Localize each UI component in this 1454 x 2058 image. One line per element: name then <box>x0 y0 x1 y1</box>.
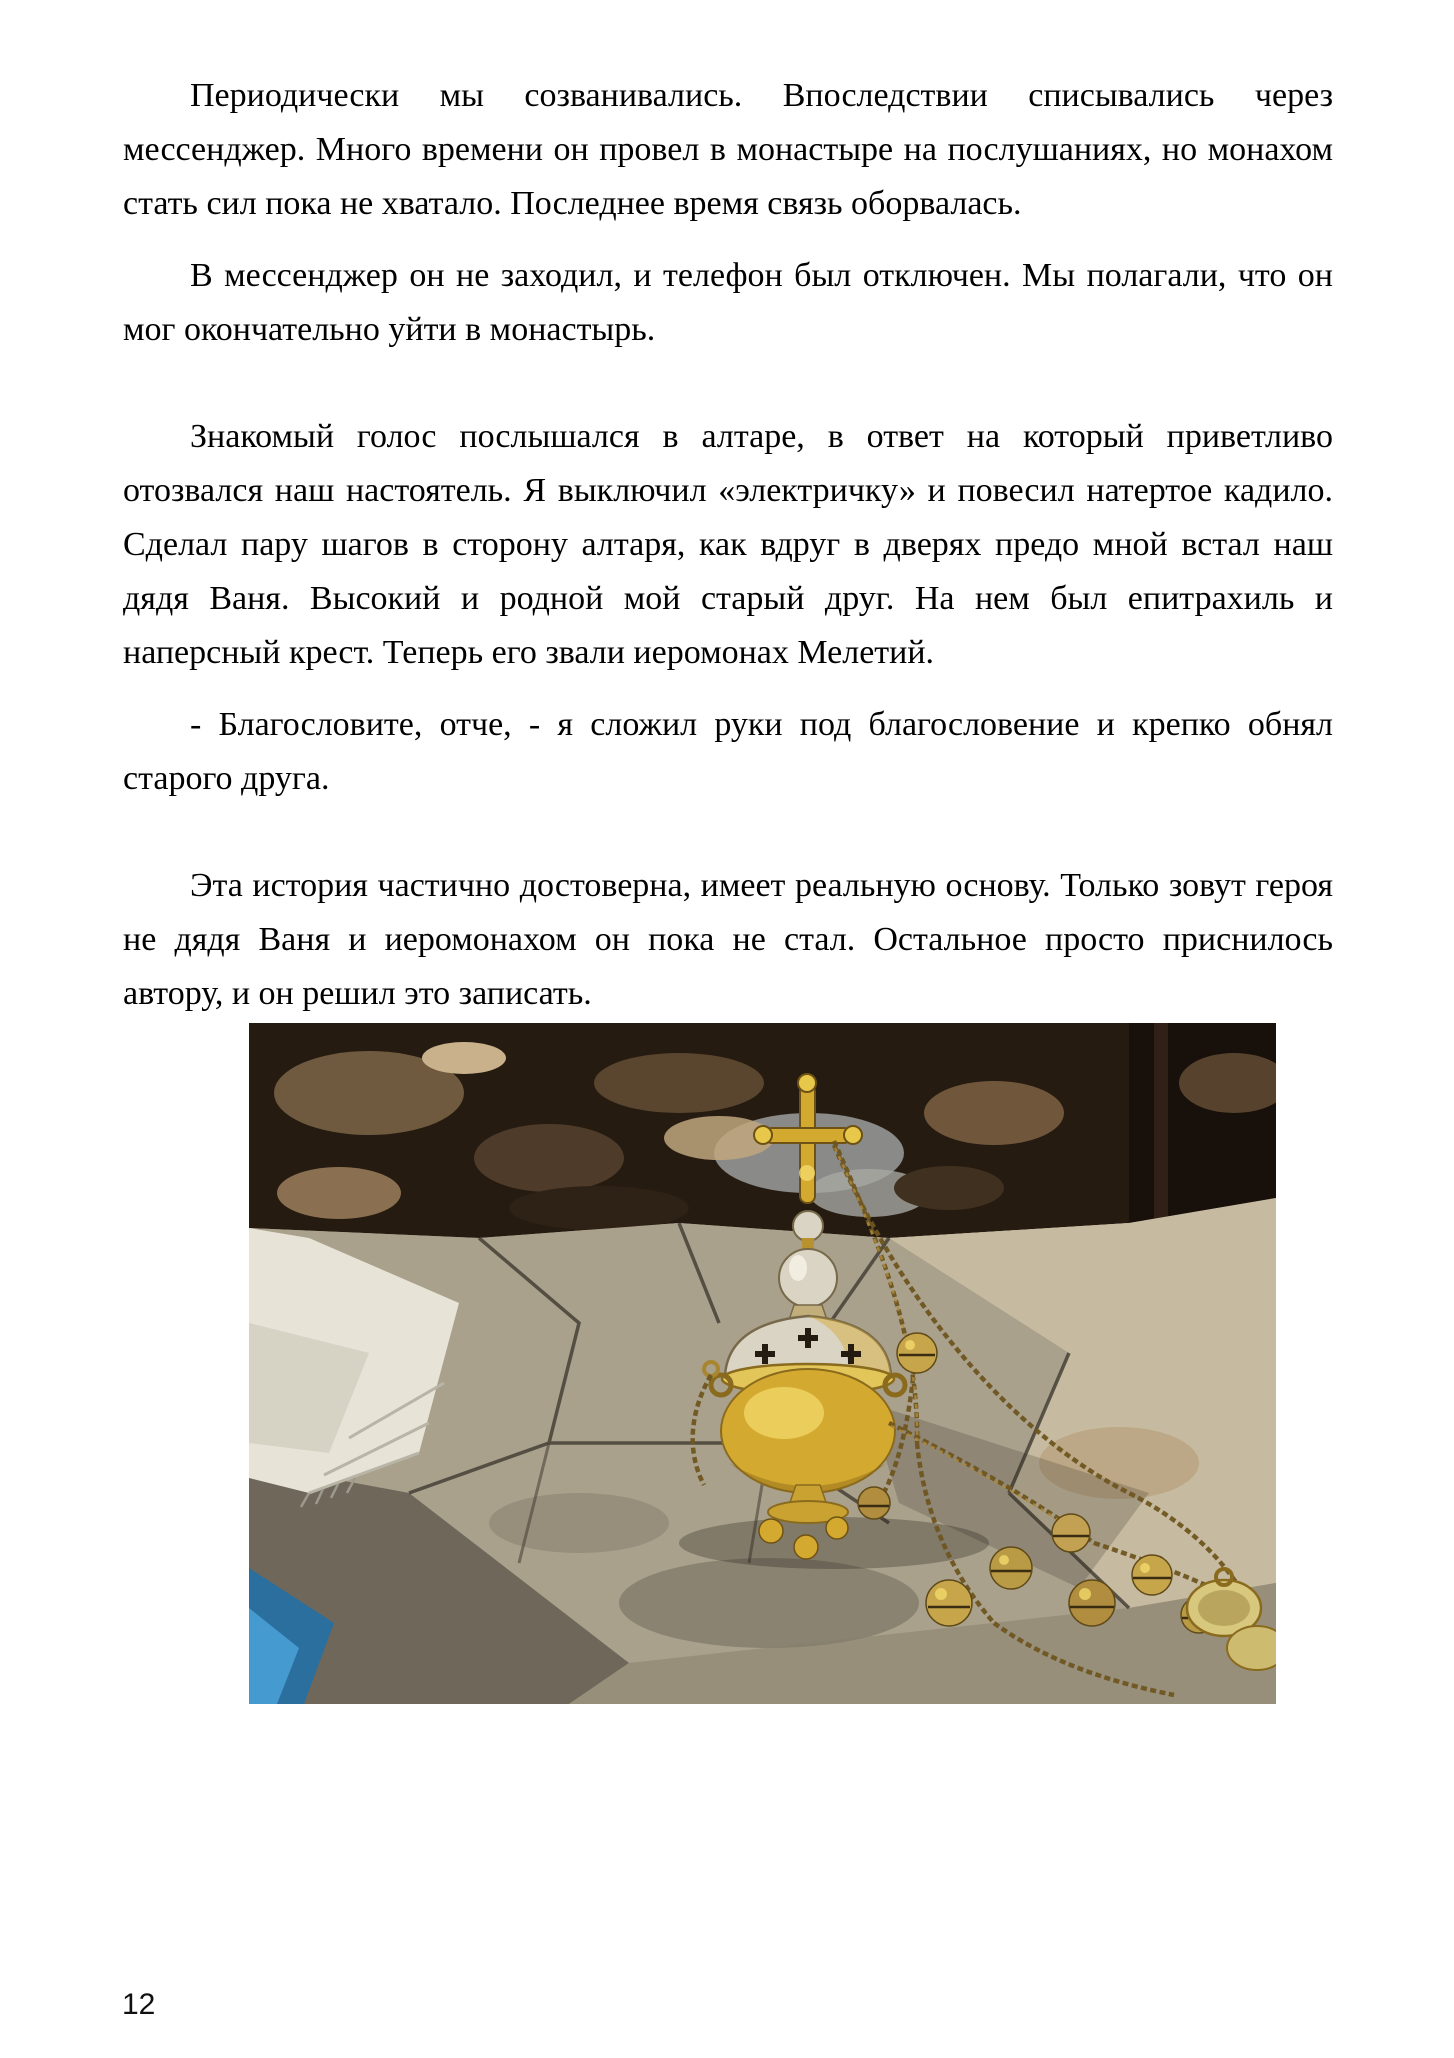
paragraph: Эта история частично достоверна, имеет реальную основу. Только зовут героя не дядя Ваня и иеромонахом он пока не стал. Остальное просто приснилось автору, и он решил это записать. <box>123 867 1333 1012</box>
body-text <box>123 69 1333 1039</box>
page-number: 12 <box>122 1988 156 2021</box>
censer-photo <box>249 1023 1276 1704</box>
paragraph: В мессенджер он не заходил, и телефон был отключен. Мы полагали, что он мог окончательно уйти в монастырь. <box>123 257 1333 348</box>
censer-photo-illustration <box>249 1023 1276 1704</box>
paragraph: Периодически мы созванивались. Впоследствии списывались через мессенджер. Много времени он провел в монастыре на послушаниях, но монахом стать сил пока не хватало. Последнее время связь оборвалась. <box>123 77 1333 222</box>
paragraph: - Благословите, отче, - я сложил руки под благословение и крепко обнял старого друга. <box>123 706 1333 797</box>
paragraph: Знакомый голос послышался в алтаре, в ответ на который приветливо отозвался наш настоятель. Я выключил «электричку» и повесил натертое кадило. Сделал пару шагов в сторону алтаря, как вдруг в дверях предо мной встал наш дядя Ваня. Высокий и родной мой старый друг. На нем был епитрахиль и наперсный крест. Теперь его звали иеромонах Мелетий. <box>123 418 1333 671</box>
